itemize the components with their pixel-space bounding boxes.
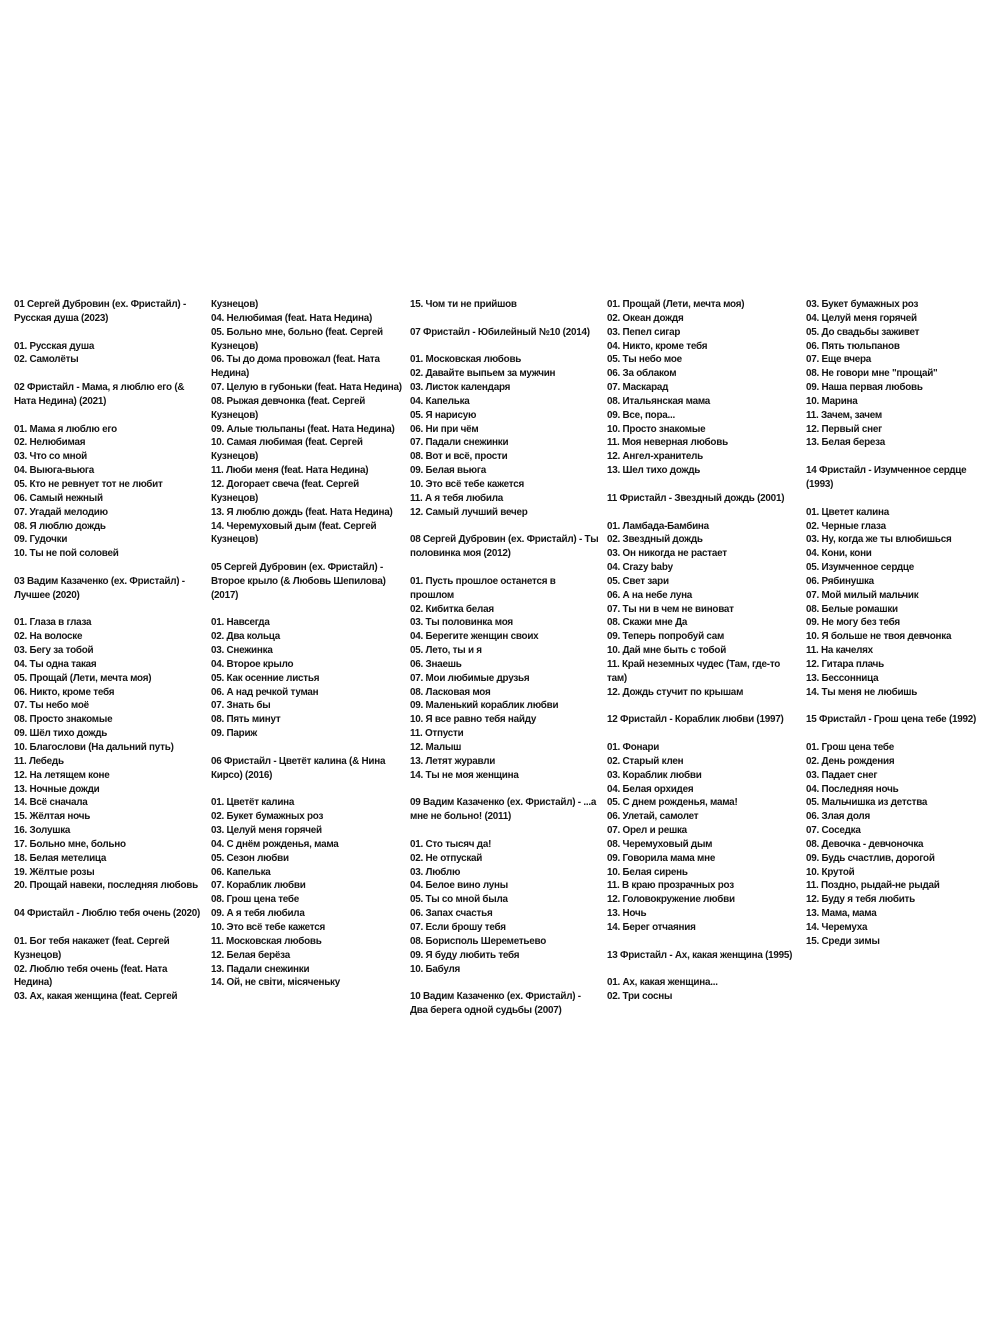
track-item: 04. Целуй меня горячей — [806, 312, 917, 324]
track-item: 12. Буду я тебя любить — [806, 894, 915, 906]
spacer — [607, 506, 798, 520]
track-item: 05. Я нарисую — [410, 409, 477, 421]
tracklist-column-5 — [806, 298, 990, 1058]
track-item: 05. Прощай (Лети, мечта моя) — [14, 672, 152, 684]
track-item: 08. Белые ромашки — [806, 603, 898, 615]
track-item: 11. Лебедь — [14, 755, 64, 767]
track-item: 09. Все, пора... — [607, 409, 676, 421]
track-item: 01. Глаза в глаза — [14, 617, 92, 629]
track-item: 01. Сто тысяч да! — [410, 838, 492, 850]
tracklist-column-2 — [211, 298, 410, 1058]
track-item: 13. Бессонница — [806, 672, 879, 684]
track-item: 02. Старый клен — [607, 755, 684, 767]
track-item: 09. А я тебя любила — [211, 908, 305, 920]
track-item: 15. Жёлтая ночь — [14, 811, 91, 823]
track-item: 11. Отпусти — [410, 728, 464, 740]
track-item: 07. Кораблик любви — [211, 880, 306, 892]
spacer — [14, 367, 203, 381]
track-item: 04. Второе крыло — [211, 658, 294, 670]
track-item: 02. Нелюбимая — [14, 437, 86, 449]
track-item: 07. Соседка — [806, 825, 861, 837]
track-item: 09. Наша первая любовь — [806, 382, 923, 394]
track-item: 04. Ты одна такая — [14, 658, 97, 670]
track-item: 03. Ах, какая женщина (feat. Сергей — [14, 991, 178, 1003]
track-item: 08. Скажи мне Да — [607, 617, 688, 629]
track-item: 06. Улетай, самолет — [607, 811, 699, 823]
track-item: 02. Люблю тебя очень (feat. Ната Недина) — [14, 963, 168, 989]
track-item: 10. Я все равно тебя найду — [410, 714, 537, 726]
spacer — [806, 727, 983, 741]
track-item: 11. Моя неверная любовь — [607, 437, 728, 449]
track-item: 04. Crazy baby — [607, 562, 673, 574]
track-item: 02. Звездный дождь — [607, 534, 703, 546]
spacer — [211, 783, 402, 797]
album-heading: 13 Фристайл - Ах, какая женщина (1995) — [607, 949, 793, 961]
track-item: 03. Люблю — [410, 866, 461, 878]
album-heading: 02 Фристайл - Мама, я люблю его (& Ната Недина) (2021) — [14, 382, 185, 407]
track-item: 03. Целуй меня горячей — [211, 825, 322, 837]
track-item: 10. Марина — [806, 395, 858, 407]
spacer — [211, 741, 402, 755]
track-item: 12. Первый снег — [806, 423, 882, 435]
track-item: 11. Зачем, зачем — [806, 409, 882, 421]
track-item: 13. Белая береза — [806, 437, 885, 449]
track-item: 06. А над речкой туман — [211, 686, 319, 698]
track-item: 05. До свадьбы заживет — [806, 326, 920, 338]
track-item: 03. Ты половинка моя — [410, 617, 513, 629]
track-item: 11. Люби меня (feat. Ната Недина) — [211, 465, 369, 477]
track-item: 02. Самолёты — [14, 354, 79, 366]
album-heading: 14 Фристайл - Изумченное сердце (1993) — [806, 465, 967, 490]
track-item: 05. Как осенние листья — [211, 672, 320, 684]
track-item: 10. Самая любимая (feat. Сергей Кузнецов) — [211, 437, 363, 463]
track-item: 09. Шёл тихо дождь — [14, 728, 108, 740]
track-item: 03. Листок календаря — [410, 382, 511, 394]
track-item: 02. Кибитка белая — [410, 603, 494, 615]
track-item: 15. Среди зимы — [806, 935, 880, 947]
album-heading: 05 Сергей Дубровин (ex. Фристайл) - Второе крыло (& Любовь Шепилова) (2017) — [211, 562, 386, 601]
spacer — [607, 727, 798, 741]
spacer — [806, 492, 983, 506]
track-item: 03. Бегу за тобой — [14, 645, 94, 657]
track-item: 14. Черемуха — [806, 921, 868, 933]
track-item: 11. На качелях — [806, 645, 873, 657]
track-item: 07. Ты небо моё — [14, 700, 89, 712]
track-item: 12. Гитара плачь — [806, 658, 885, 670]
track-item: 15. Чом ти не прийшов — [410, 299, 517, 310]
track-item: 01. Пусть прошлое останется в прошлом — [410, 575, 556, 601]
track-item: 06. Рябинушка — [806, 575, 874, 587]
track-item: 03. Ну, когда же ты влюбишься — [806, 534, 952, 546]
spacer — [410, 783, 599, 797]
track-item: 06. Никто, кроме тебя — [14, 686, 115, 698]
track-item: 12. Белая берёза — [211, 949, 290, 961]
spacer — [14, 409, 203, 423]
track-item: 02. Букет бумажных роз — [211, 811, 324, 823]
track-item: 19. Жёлтые розы — [14, 866, 95, 878]
spacer — [14, 893, 203, 907]
track-item: 08. Девочка - девчоночка — [806, 838, 924, 850]
track-item: 01. Ламбада-Бамбина — [607, 520, 709, 532]
track-item: 05. Сезон любви — [211, 852, 289, 864]
track-item: 01. Бог тебя накажет (feat. Сергей Кузнецов) — [14, 935, 170, 961]
track-item: 02. Черные глаза — [806, 520, 886, 532]
spacer — [14, 921, 203, 935]
track-item: 02. Не отпускай — [410, 852, 483, 864]
track-item: 03. Кораблик любви — [607, 769, 702, 781]
track-item: 11. В краю прозрачных роз — [607, 880, 734, 892]
track-item: 07. Мой милый мальчик — [806, 589, 919, 601]
track-item: 09. Теперь попробуй сам — [607, 631, 725, 643]
track-item: 04. Берегите женщин своих — [410, 631, 539, 643]
track-item: 09. Белая вьюга — [410, 465, 487, 477]
track-item: 09. Говорила мама мне — [607, 852, 716, 864]
track-item: 13. Падали снежинки — [211, 963, 310, 975]
track-item: 01. Московская любовь — [410, 354, 522, 366]
track-item: 13. Летят журавли — [410, 755, 496, 767]
track-item: 13. Шел тихо дождь — [607, 465, 701, 477]
track-item: 05. Свет зари — [607, 575, 669, 587]
track-item: 12. Головокружение любви — [607, 894, 735, 906]
spacer — [410, 520, 599, 534]
track-item: 14. Берег отчаяния — [607, 921, 696, 933]
track-item: 01. Фонари — [607, 742, 660, 753]
track-item: 06. Знаешь — [410, 658, 462, 670]
track-item: 06. Ты до дома провожал (feat. Ната Недина) — [211, 354, 380, 380]
track-item: 14. Ты не моя женщина — [410, 769, 519, 781]
spacer — [410, 976, 599, 990]
track-item: 04. Белая орхидея — [607, 783, 694, 795]
spacer — [211, 547, 402, 561]
track-item: 11. А я тебя любила — [410, 492, 504, 504]
track-item: 06. Пять тюльпанов — [806, 340, 900, 352]
track-item: 10. Это всё тебе кажется — [410, 478, 525, 490]
track-item: 06. За облаком — [607, 368, 677, 380]
track-item: 10. Просто знакомые — [607, 423, 706, 435]
track-item: 01. Грош цена тебе — [806, 742, 895, 753]
track-item: 05. Ты небо мое — [607, 354, 682, 366]
track-item: 16. Золушка — [14, 825, 71, 837]
track-item: 07. Угадай мелодию — [14, 506, 108, 518]
tracklist-column-1 — [14, 298, 211, 1058]
album-heading: 06 Фристайл - Цветёт калина (& Нина Кирсо) (2016) — [211, 755, 386, 781]
track-item: 03. Пепел сигар — [607, 326, 681, 338]
track-item: 01. Цветет калина — [806, 506, 890, 518]
track-item: 02. Два кольца — [211, 631, 281, 643]
track-item: 12. Догорает свеча (feat. Сергей Кузнецов) — [211, 478, 359, 504]
tracklist-column-4 — [607, 298, 806, 1058]
spacer — [410, 824, 599, 838]
album-heading: 10 Вадим Казаченко (ex. Фристайл) - Два берега одной судьбы (2007) — [410, 991, 581, 1017]
track-item: 06. А на небе луна — [607, 589, 693, 601]
track-item: 04. Белое вино луны — [410, 880, 508, 892]
track-item: 04. Выюга-вьюга — [14, 465, 95, 477]
track-item: 03. Букет бумажных роз — [806, 299, 919, 310]
album-heading: 12 Фристайл - Кораблик любви (1997) — [607, 714, 784, 726]
track-item: 05. Ты со мной была — [410, 894, 508, 906]
track-item: 14. Всё сначала — [14, 797, 88, 809]
album-heading: 11 Фристайл - Звездный дождь (2001) — [607, 492, 785, 504]
track-item: 04. Никто, кроме тебя — [607, 340, 708, 352]
track-item: 05. Больно мне, больно (feat. Сергей Кузнецов) — [211, 326, 383, 352]
album-heading: 01 Сергей Дубровин (ex. Фристайл) - Русская душа (2023) — [14, 299, 187, 324]
track-item: 02. День рождения — [806, 755, 895, 767]
track-item: 07. Еще вчера — [806, 354, 872, 366]
track-item: 07. Ты ни в чем не виноват — [607, 603, 734, 615]
album-heading: 08 Сергей Дубровин (ex. Фристайл) - Ты половинка моя (2012) — [410, 534, 599, 560]
track-item: 01. Цветёт калина — [211, 797, 295, 809]
track-item: 10. Благослови (На дальний путь) — [14, 742, 174, 753]
track-item: 14. Ты меня не любишь — [806, 686, 918, 698]
track-item: 08. Рыжая девчонка (feat. Сергей Кузнецов) — [211, 395, 366, 421]
track-item: 08. Грош цена тебе — [211, 894, 300, 906]
track-item: 08. Не говори мне "прощай" — [806, 368, 938, 380]
track-item: 10. Ты не пой соловей — [14, 548, 119, 560]
track-item: 01. Ах, какая женщина... — [607, 977, 718, 989]
track-item: 08. Просто знакомые — [14, 714, 113, 726]
spacer — [806, 699, 983, 713]
track-item: 13. Ночные дожди — [14, 783, 100, 795]
spacer — [607, 478, 798, 492]
track-item: 08. Ласковая моя — [410, 686, 491, 698]
track-item: 11. Поздно, рыдай-не рыдай — [806, 880, 940, 892]
track-item: 10. Это всё тебе кажется — [211, 921, 326, 933]
album-heading: 03 Вадим Казаченко (ex. Фристайл) - Лучшее (2020) — [14, 575, 185, 601]
track-item: 08. Итальянская мама — [607, 395, 711, 407]
track-item: 08. Вот и всё, прости — [410, 451, 508, 463]
track-item: 04. Последняя ночь — [806, 783, 899, 795]
track-item: 09. Гудочки — [14, 534, 68, 546]
track-item: 10. Я больше не твоя девчонка — [806, 631, 952, 643]
album-heading: 04 Фристайл - Люблю тебя очень (2020) — [14, 908, 201, 920]
track-item: 13. Мама, мама — [806, 908, 877, 920]
track-item: 07. Орел и решка — [607, 825, 687, 837]
spacer — [806, 450, 983, 464]
album-heading: 07 Фристайл - Юбилейный №10 (2014) — [410, 326, 590, 338]
track-item: 01. Навсегда — [211, 617, 270, 629]
track-item: 07. Маскарад — [607, 382, 669, 394]
spacer — [410, 340, 599, 354]
album-heading: 15 Фристайл - Грош цена тебе (1992) — [806, 714, 977, 726]
track-item: 06. Злая доля — [806, 811, 870, 823]
track-item: 06. Запах счастья — [410, 908, 493, 920]
track-item: 03. Снежинка — [211, 645, 273, 657]
track-item: 05. Изумченное сердце — [806, 562, 914, 574]
track-item: 12. Дождь стучит по крышам — [607, 686, 744, 698]
track-item: 09. Не могу без тебя — [806, 617, 900, 629]
track-item: 13. Ночь — [607, 908, 647, 920]
track-item: 14. Черемуховый дым (feat. Сергей Кузнецов) — [211, 520, 377, 546]
track-item: 14. Ой, не світи, місяченьку — [211, 977, 341, 989]
track-item: 12. На летящем коне — [14, 769, 110, 781]
track-item: 05. Мальчишка из детства — [806, 797, 928, 809]
track-item: 10. Бабуля — [410, 963, 461, 975]
track-item: 09. Алые тюльпаны (feat. Ната Недина) — [211, 423, 395, 435]
tracklist-column-3 — [410, 298, 607, 1058]
track-item: 06. Ни при чём — [410, 423, 479, 435]
track-item: 03. Падает снег — [806, 769, 878, 781]
track-item: 12. Малыш — [410, 742, 462, 753]
track-item: 01. Прощай (Лети, мечта моя) — [607, 299, 745, 310]
track-item: 04. С днём рожденья, мама — [211, 838, 339, 850]
track-item: 10. Крутой — [806, 866, 855, 878]
track-item: 12. Ангел-хранитель — [607, 451, 703, 463]
spacer — [14, 561, 203, 575]
track-item: 08. Я люблю дождь — [14, 520, 106, 532]
track-item: 04. Нелюбимая (feat. Ната Недина) — [211, 312, 373, 324]
track-item: 04. Капелька — [410, 395, 470, 407]
track-item: 06. Капелька — [211, 866, 271, 878]
track-item: 09. Я буду любить тебя — [410, 949, 520, 961]
spacer — [607, 699, 798, 713]
track-item: 10. Белая сирень — [607, 866, 688, 878]
track-item: 07. Целую в губоньки (feat. Ната Недина) — [211, 382, 402, 394]
track-item: Кузнецов) — [211, 299, 259, 310]
track-item: 09. Маленький кораблик любви — [410, 700, 559, 712]
track-item: 05. Кто не ревнует тот не любит — [14, 478, 163, 490]
track-item: 20. Прощай навеки, последняя любовь — [14, 880, 198, 892]
track-item: 09. Париж — [211, 728, 258, 740]
spacer — [607, 935, 798, 949]
spacer — [410, 312, 599, 326]
track-item: 02. Давайте выпьем за мужчин — [410, 368, 556, 380]
track-item: 11. Московская любовь — [211, 935, 322, 947]
track-item: 03. Что со мной — [14, 451, 88, 463]
album-heading: 09 Вадим Казаченко (ex. Фристайл) - ...а мне не больно! (2011) — [410, 797, 597, 823]
track-item: 02. На волоске — [14, 631, 83, 643]
spacer — [14, 603, 203, 617]
track-item: 01. Мама я люблю его — [14, 423, 117, 435]
track-item: 17. Больно мне, больно — [14, 838, 126, 850]
track-item: 08. Борисполь Шереметьево — [410, 935, 547, 947]
track-item: 07. Падали снежинки — [410, 437, 509, 449]
track-item: 03. Он никогда не растает — [607, 548, 727, 560]
track-item: 12. Самый лучший вечер — [410, 506, 528, 518]
spacer — [607, 963, 798, 977]
track-item: 02. Океан дождя — [607, 312, 684, 324]
track-item: 08. Черемуховый дым — [607, 838, 713, 850]
track-item: 07. Знать бы — [211, 700, 271, 712]
track-item: 06. Самый нежный — [14, 492, 103, 504]
track-item: 01. Русская душа — [14, 340, 95, 352]
track-item: 04. Кони, кони — [806, 548, 872, 560]
spacer — [410, 561, 599, 575]
track-item: 11. Край неземных чудес (Там, где-то там) — [607, 658, 781, 684]
track-item: 10. Дай мне быть с тобой — [607, 645, 727, 657]
track-item: 07. Мои любимые друзья — [410, 672, 530, 684]
spacer — [211, 603, 402, 617]
track-item: 18. Белая метелица — [14, 852, 107, 864]
track-item: 13. Я люблю дождь (feat. Ната Недина) — [211, 506, 393, 518]
track-item: 08. Пять минут — [211, 714, 281, 726]
track-item: 09. Будь счастлив, дорогой — [806, 852, 935, 864]
tracklist-sheet — [14, 298, 990, 1058]
track-item: 02. Три сосны — [607, 991, 673, 1003]
track-item: 05. Лето, ты и я — [410, 645, 482, 657]
spacer — [14, 326, 203, 340]
track-item: 07. Если брошу тебя — [410, 921, 506, 933]
track-item: 05. С днем рожденья, мама! — [607, 797, 738, 809]
